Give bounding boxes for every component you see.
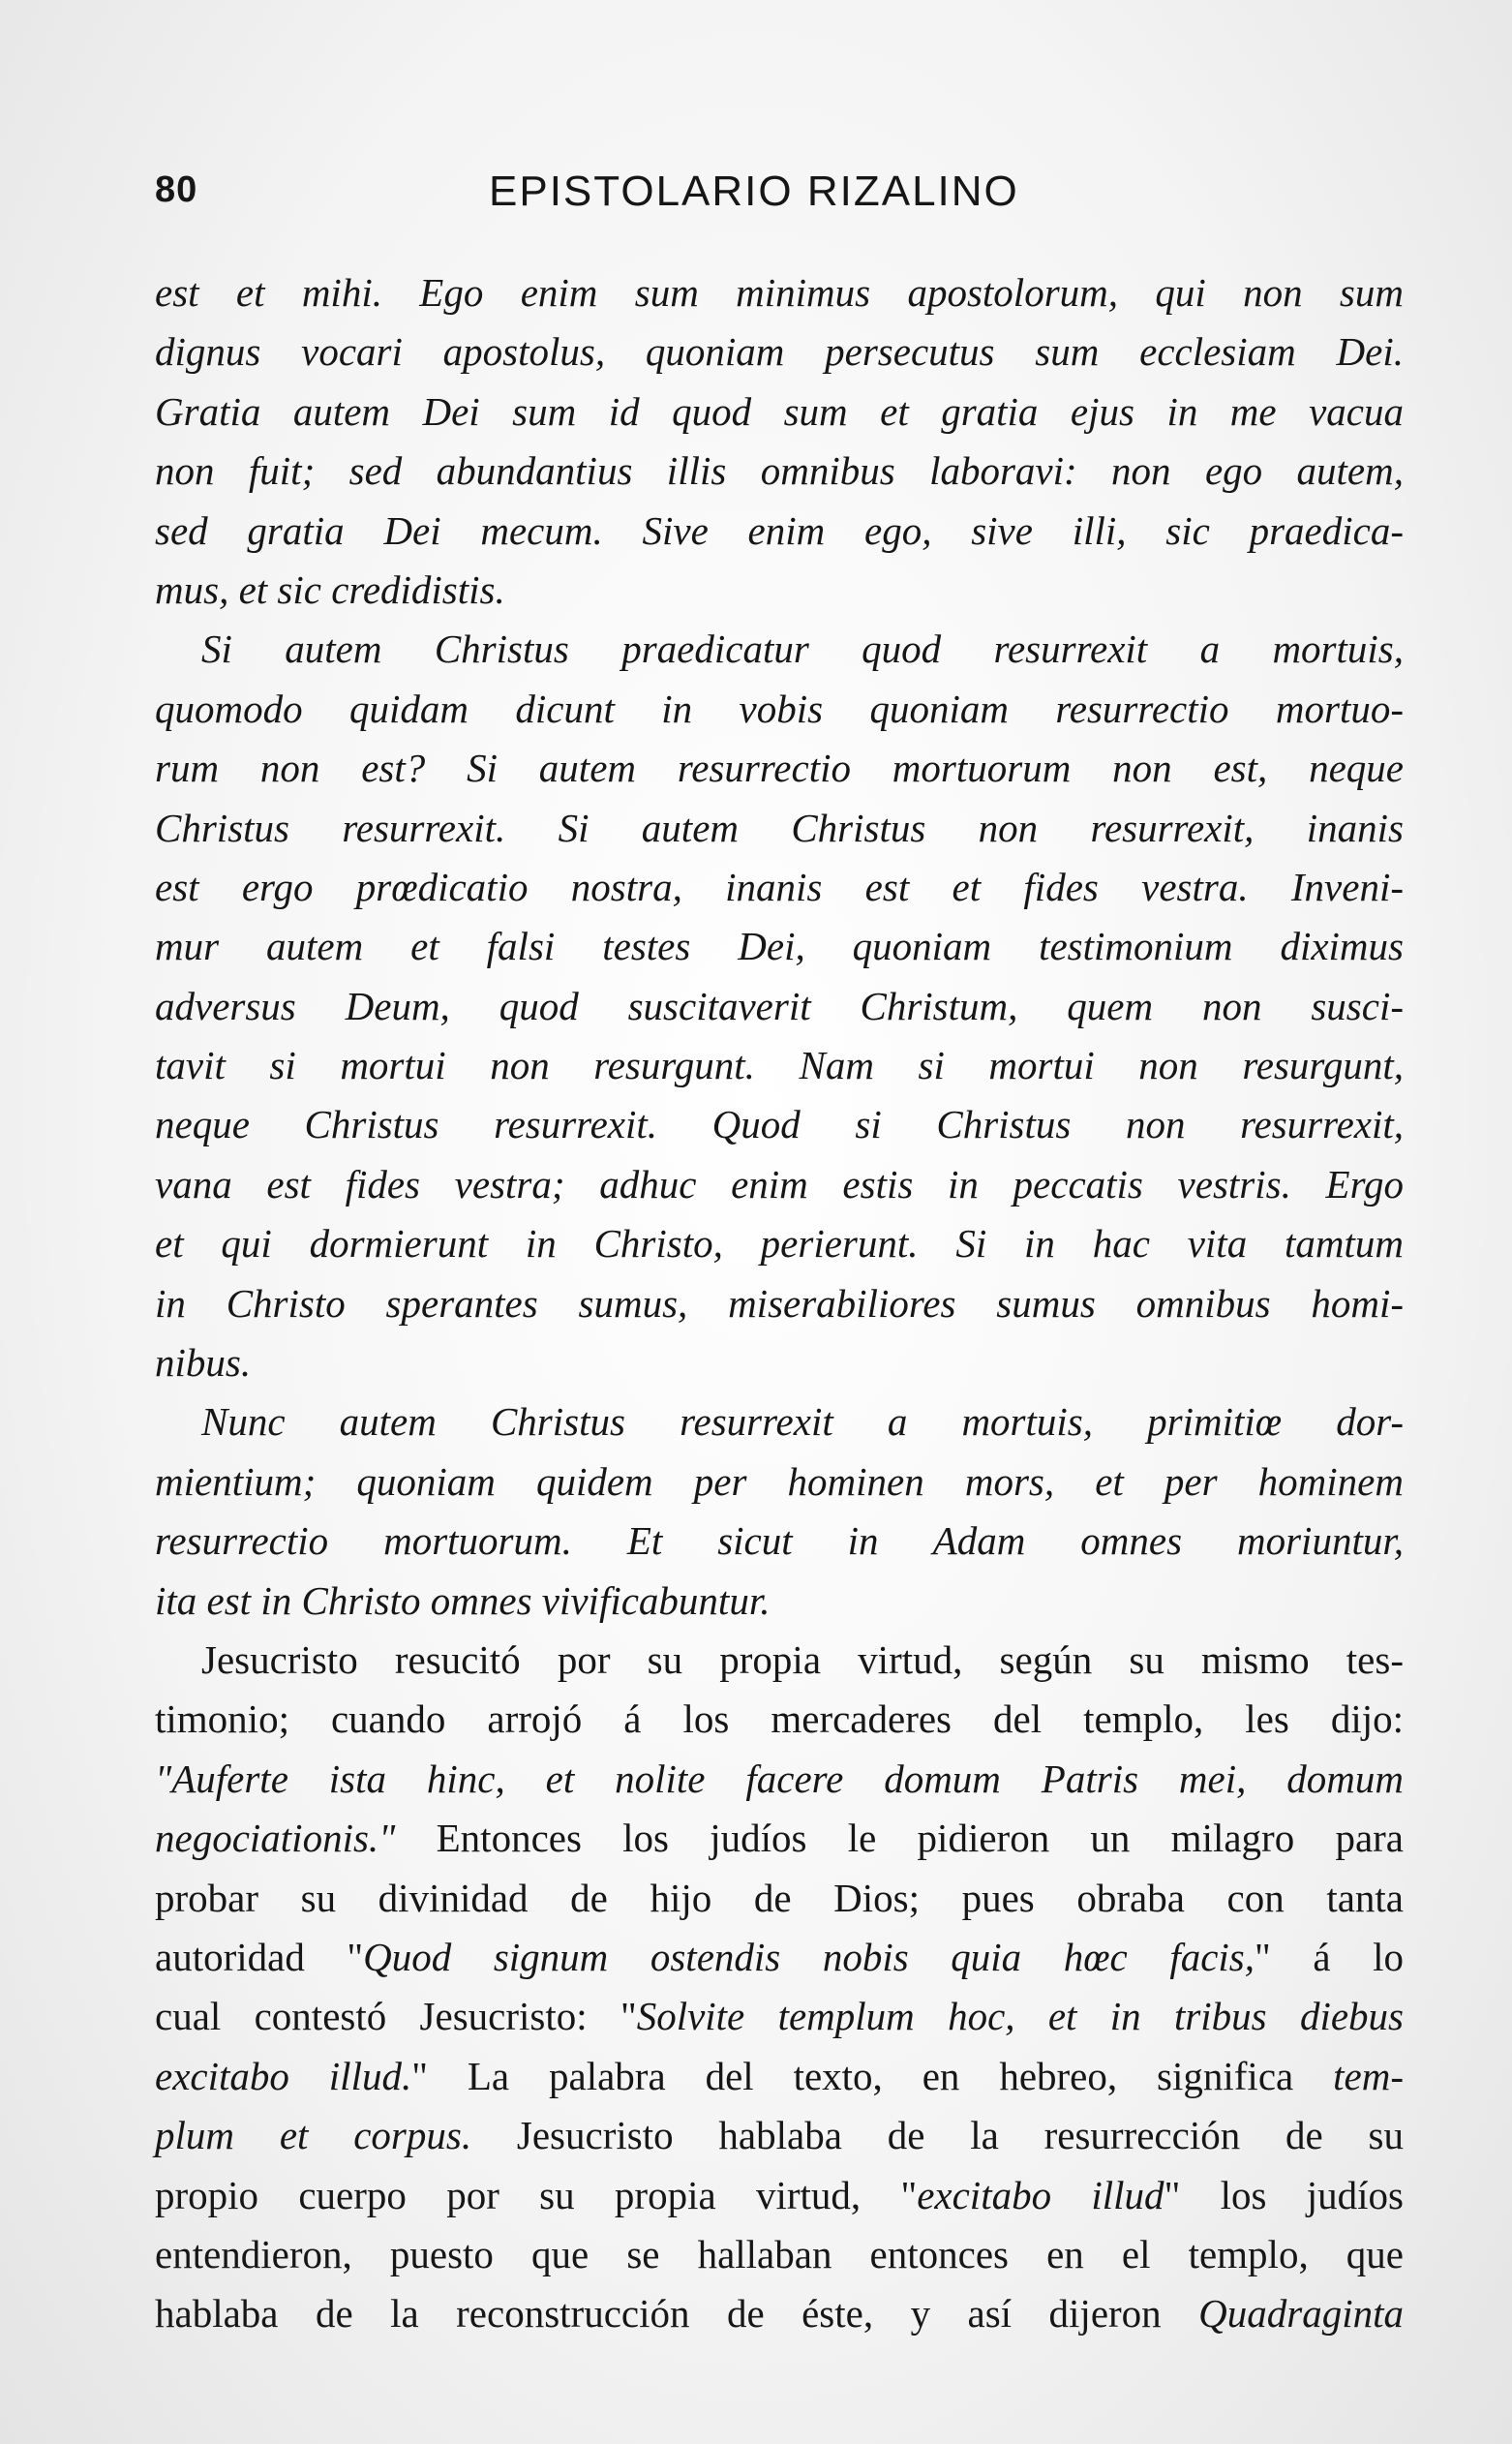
text-segment: Quadraginta	[1198, 2291, 1404, 2337]
text-line: mur autem et falsi testes Dei, quoniam testimonium diximus	[155, 924, 1404, 969]
text-segment: Entonces los judíos le pidieron un milagro para	[395, 1816, 1404, 1861]
text-line: est et mihi. Ego enim sum minimus apostolorum, qui non sum	[155, 270, 1404, 315]
text-line: neque Christus resurrexit. Quod si Christus non resurrexit,	[155, 1102, 1404, 1147]
text-line: resurrectio mortuorum. Et sicut in Adam omnes moriuntur,	[155, 1518, 1404, 1564]
text-segment: cual contestó Jesucristo: "	[155, 1994, 637, 2039]
text-segment: negociationis."	[155, 1816, 396, 1861]
text-line: sed gratia Dei mecum. Sive enim ego, sive illi, sic praedica-	[155, 507, 1404, 553]
text-line	[155, 1809, 1404, 1868]
text-segment: excitabo illud.	[155, 2053, 412, 2098]
page-header	[155, 169, 1404, 228]
body-text	[155, 263, 1404, 2344]
text-line: vana est fides vestra; adhuc enim estis in peccatis vestris. Ergo	[155, 1161, 1404, 1207]
text-segment: Jesucristo hablaba de la resurrección de su	[471, 2113, 1404, 2158]
text-segment: autoridad "	[155, 1934, 364, 1979]
text-segment: Quod signum ostendis nobis quia hœc facis,	[363, 1934, 1255, 1979]
text-line: "Auferte ista hinc, et nolite facere domum Patris mei, domum	[155, 1756, 1404, 1801]
text-line: et qui dormierunt in Christo, perierunt. Si in hac vita tamtum	[155, 1221, 1404, 1267]
text-line	[155, 2284, 1404, 2343]
page-number: 80	[155, 169, 198, 210]
text-line	[155, 1928, 1404, 1987]
text-line	[155, 2106, 1404, 2165]
text-line: non fuit; sed abundantius illis omnibus laboravi: non ego autem,	[155, 448, 1404, 494]
text-line: quomodo quidam dicunt in vobis quoniam resurrectio mortuo-	[155, 686, 1404, 731]
text-segment: " los judíos	[1164, 2172, 1404, 2217]
text-segment: " á lo	[1255, 1934, 1404, 1979]
text-line: dignus vocari apostolus, quoniam persecutus sum ecclesiam Dei.	[155, 329, 1404, 375]
text-line: tavit si mortui non resurgunt. Nam si mortui non resurgunt,	[155, 1043, 1404, 1088]
text-segment: " La palabra del texto, en hebreo, significa	[411, 2053, 1334, 2098]
text-line: mientium; quoniam quidem per hominen mors, et per hominem	[155, 1458, 1404, 1504]
text-segment: tem-	[1333, 2053, 1404, 2098]
text-line: Christus resurrexit. Si autem Christus non resurrexit, inanis	[155, 805, 1404, 850]
text-line: entendieron, puesto que se hallaban entonces en el templo, que	[155, 2231, 1404, 2276]
text-line: Si autem Christus praedicatur quod resurrexit a mortuis,	[201, 626, 1404, 672]
text-line: Jesucristo resucitó por su propia virtud, según su mismo tes-	[201, 1636, 1404, 1682]
text-segment: hablaba de la reconstrucción de éste, y así dijeron	[155, 2291, 1199, 2337]
text-segment: excitabo illud	[917, 2172, 1164, 2217]
text-line: rum non est? Si autem resurrectio mortuorum non est, neque	[155, 746, 1404, 791]
text-line: adversus Deum, quod suscitaverit Christum, quem non susci-	[155, 983, 1404, 1028]
text-line	[155, 2166, 1404, 2225]
text-segment: propio cuerpo por su propia virtud, "	[155, 2172, 918, 2217]
text-line	[155, 2047, 1404, 2106]
text-segment: plum et corpus.	[155, 2113, 472, 2158]
text-line: Gratia autem Dei sum id quod sum et gratia ejus in me vacua	[155, 388, 1404, 434]
text-line: ita est in Christo omnes vivificabuntur.	[155, 1577, 771, 1623]
text-line: probar su divinidad de hijo de Dios; pues obraba con tanta	[155, 1875, 1404, 1920]
text-line: timonio; cuando arrojó á los mercaderes del templo, les dijo:	[155, 1696, 1404, 1742]
running-title: EPISTOLARIO RIZALINO	[489, 168, 1019, 215]
text-line: nibus.	[155, 1340, 252, 1386]
text-line: mus, et sic credidistis.	[155, 566, 505, 612]
text-line: Nunc autem Christus resurrexit a mortuis, primitiœ dor-	[201, 1399, 1404, 1445]
text-line	[155, 1987, 1404, 2046]
text-segment: Solvite templum hoc, et in tribus diebus	[636, 1994, 1404, 2039]
text-line: est ergo prœdicatio nostra, inanis est et fides vestra. Inveni-	[155, 864, 1404, 909]
text-line: in Christo sperantes sumus, miserabiliores sumus omnibus homi-	[155, 1280, 1404, 1326]
